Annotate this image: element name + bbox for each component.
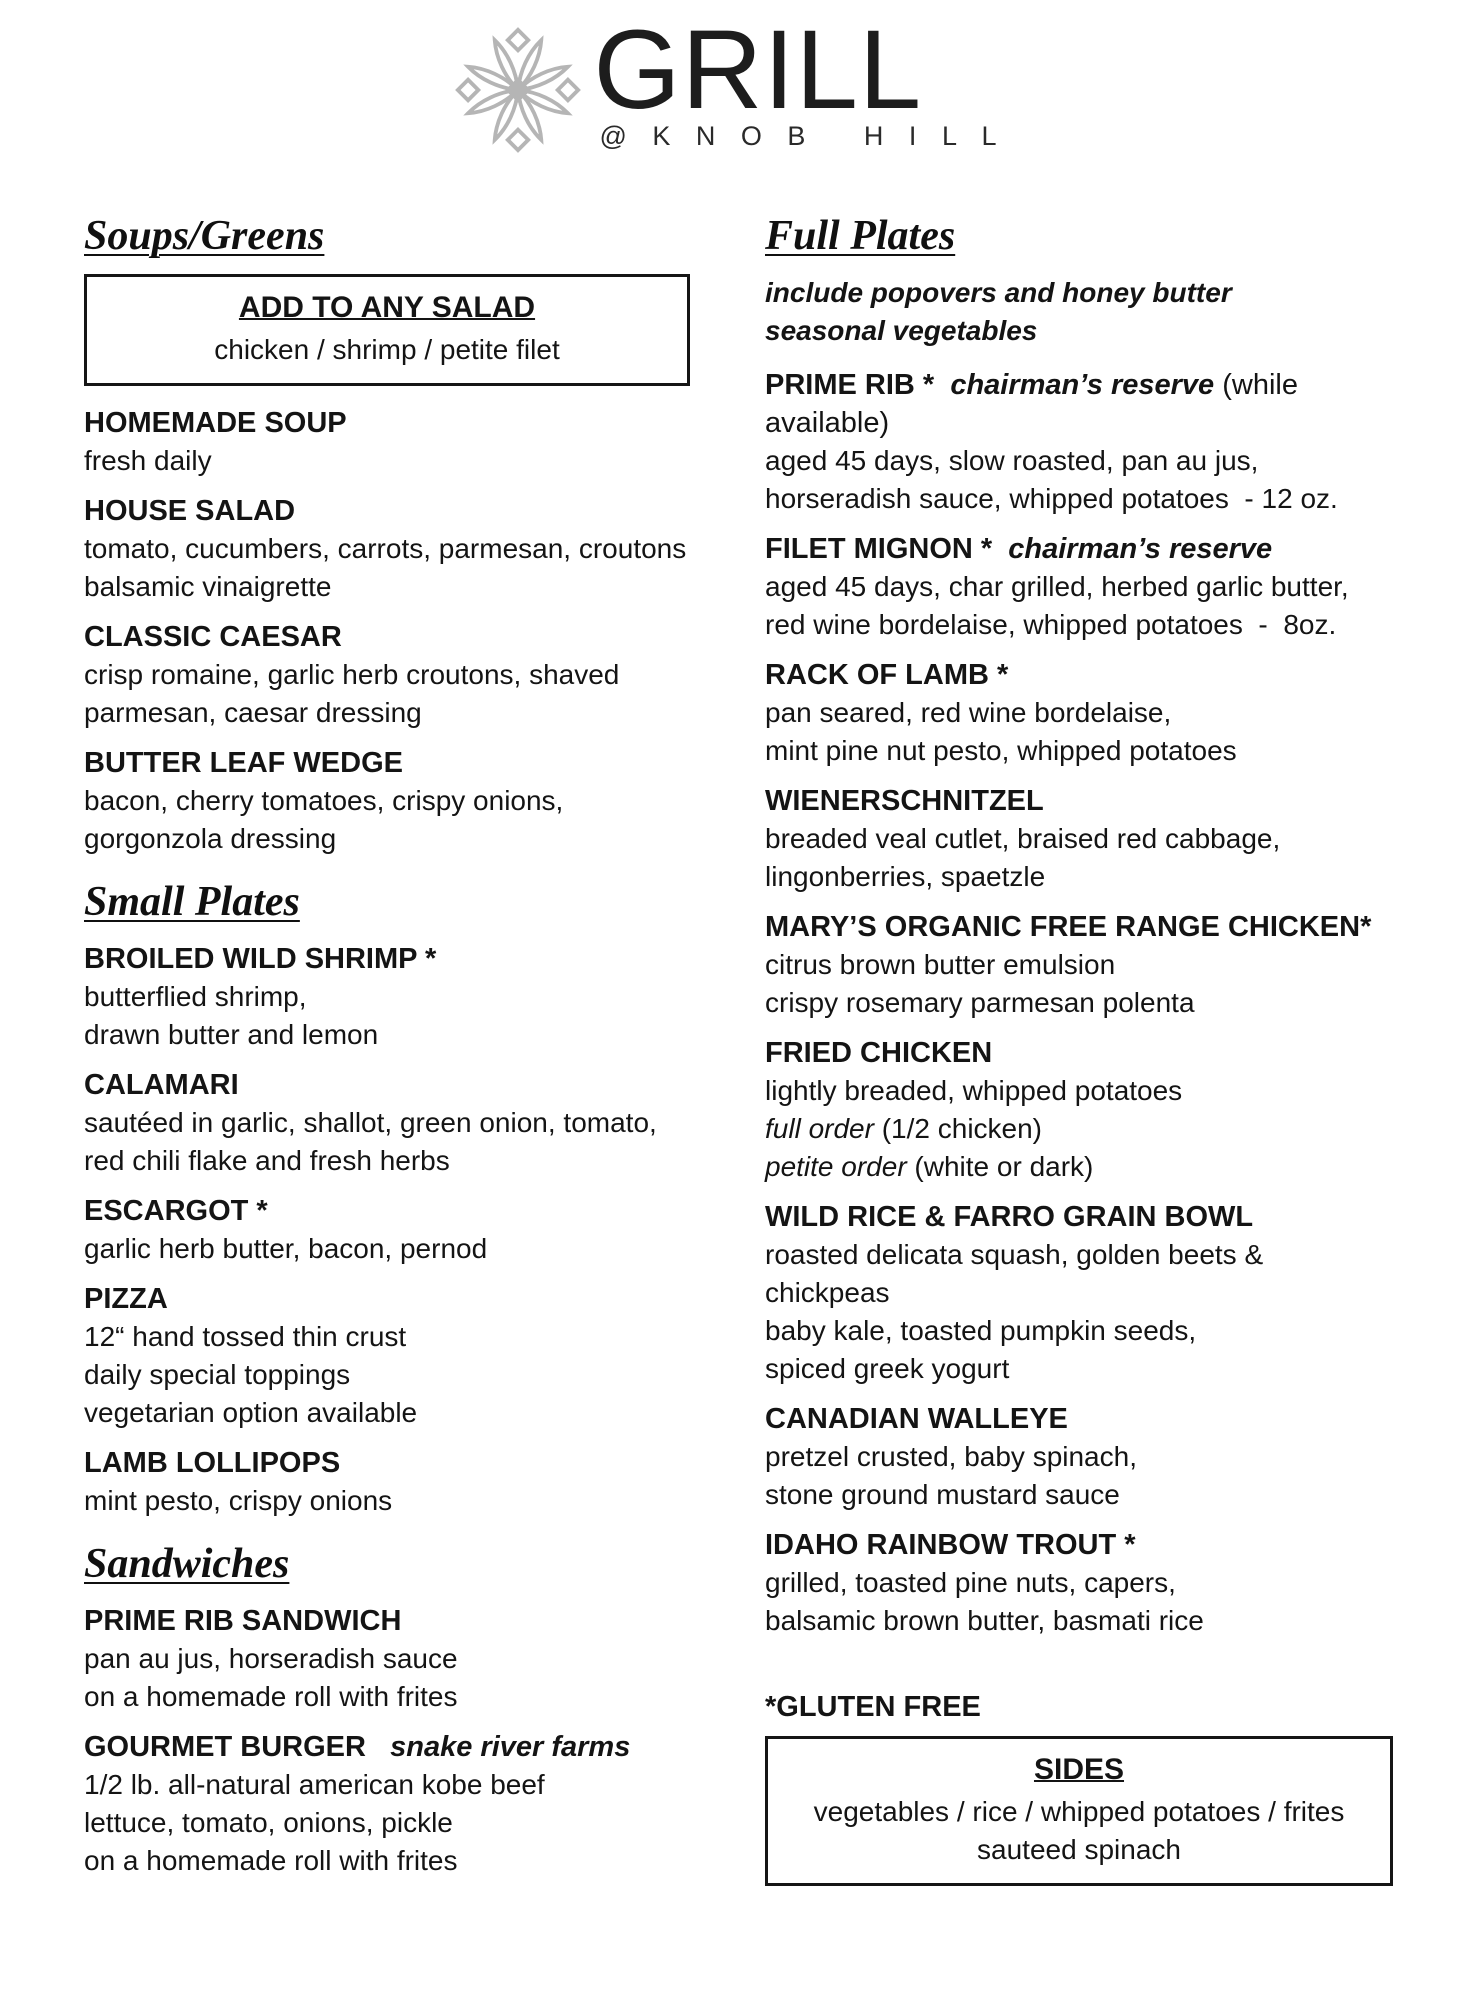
text-run: grilled, toasted pine nuts, capers,: [765, 1567, 1176, 1598]
text-run: PRIME RIB *: [765, 369, 951, 401]
section-heading-text: Sandwiches: [84, 1541, 290, 1587]
section-heading: [84, 878, 690, 926]
menu-item: [765, 366, 1393, 518]
item-title: [765, 1400, 1393, 1438]
item-description-line: [84, 1482, 690, 1520]
text-run: HOUSE SALAD: [84, 495, 296, 527]
item-title: [765, 366, 1393, 442]
menu-item: [765, 530, 1393, 644]
text-run: GOURMET BURGER: [84, 1731, 391, 1763]
text-run: lettuce, tomato, onions, pickle: [84, 1807, 453, 1838]
item-description-line: [84, 1230, 690, 1268]
item-title: [765, 908, 1393, 946]
text-run: vegetarian option available: [84, 1397, 418, 1428]
item-description-line: [765, 568, 1393, 606]
item-title: [84, 1602, 690, 1640]
menu-item: [84, 1728, 690, 1880]
item-title: [84, 404, 690, 442]
text-run: *GLUTEN FREE: [765, 1691, 981, 1723]
text-run: horseradish sauce, whipped potatoes - 12 oz.: [765, 483, 1338, 514]
menu-item: [84, 618, 690, 732]
item-title: [84, 744, 690, 782]
text-run: on a homemade roll with frites: [84, 1681, 458, 1712]
text-run: balsamic brown butter, basmati rice: [765, 1605, 1204, 1636]
item-description-line: [84, 1678, 690, 1716]
item-description-line: [765, 274, 1393, 312]
text-run: 12“ hand tossed thin crust: [84, 1321, 407, 1352]
box-line: chicken / shrimp / petite filet: [214, 334, 560, 365]
item-description-line: [84, 442, 690, 480]
text-run: pan seared, red wine bordelaise,: [765, 697, 1172, 728]
item-description-line: [765, 732, 1393, 770]
item-title: [765, 782, 1393, 820]
item-title: [84, 1444, 690, 1482]
menu-item: [84, 1280, 690, 1432]
box-title: ADD TO ANY SALAD: [238, 291, 536, 324]
item-description-line: [84, 1104, 690, 1142]
text-run: aged 45 days, slow roasted, pan au jus,: [765, 445, 1259, 476]
text-run: pan au jus, horseradish sauce: [84, 1643, 458, 1674]
item-description-line: [84, 1394, 690, 1432]
item-title: [84, 1066, 690, 1104]
text-run: lightly breaded, whipped potatoes: [765, 1075, 1183, 1106]
logo-text: [593, 7, 1006, 152]
logo-subtitle: @ K N O B H I L L: [599, 121, 1006, 151]
menu-item: [765, 782, 1393, 896]
text-run: chairman’s reserve: [1008, 533, 1273, 565]
text-run: mint pesto, crispy onions: [84, 1485, 393, 1516]
item-title: [84, 1728, 690, 1766]
text-run: petite order: [765, 1151, 907, 1182]
text-run: FRIED CHICKEN: [765, 1037, 993, 1069]
text-run: LAMB LOLLIPOPS: [84, 1447, 341, 1479]
text-run: ESCARGOT *: [84, 1195, 268, 1227]
menu-item: [765, 1526, 1393, 1640]
item-description-line: [765, 820, 1393, 858]
item-description-line: [765, 694, 1393, 732]
text-run: CLASSIC CAESAR: [84, 621, 342, 653]
text-run: PRIME RIB SANDWICH: [84, 1605, 402, 1637]
text-run: 1/2 lb. all-natural american kobe beef: [84, 1769, 545, 1800]
item-title: [84, 1192, 690, 1230]
item-title: [84, 1280, 690, 1318]
text-run: seasonal vegetables: [765, 315, 1038, 346]
text-run: daily special toppings: [84, 1359, 351, 1390]
text-run: bacon, cherry tomatoes, crispy onions,: [84, 785, 564, 816]
text-run: snake river farms: [390, 1731, 631, 1763]
section-heading-text: Full Plates: [765, 213, 956, 259]
menu-item: [84, 1602, 690, 1716]
text-run: balsamic vinaigrette: [84, 571, 332, 602]
logo-title: GRILL: [593, 7, 923, 132]
item-description-line: [765, 1072, 1393, 1110]
item-description-line: [765, 946, 1393, 984]
item-description-line: [84, 1318, 690, 1356]
add-to-any-salad-box: [84, 274, 690, 386]
text-run: roasted delicata squash, golden beets & chickpeas: [765, 1239, 1271, 1308]
item-title: [765, 530, 1393, 568]
item-description-line: [765, 1438, 1393, 1476]
item-title: [765, 1034, 1393, 1072]
item-description-line: [84, 1640, 690, 1678]
right-column: [765, 212, 1393, 1904]
item-description-line: [765, 606, 1393, 644]
text-run: aged 45 days, char grilled, herbed garlic butter,: [765, 571, 1349, 602]
menu-item: [84, 940, 690, 1054]
text-run: parmesan, caesar dressing: [84, 697, 422, 728]
text-run: WIENERSCHNITZEL: [765, 785, 1044, 817]
text-run: red wine bordelaise, whipped potatoes - 8oz.: [765, 609, 1337, 640]
text-run: sautéed in garlic, shallot, green onion, tomato,: [84, 1107, 657, 1138]
text-run: citrus brown butter emulsion: [765, 949, 1116, 980]
item-title: [84, 618, 690, 656]
item-description-line: [84, 1142, 690, 1180]
item-title: [765, 656, 1393, 694]
item-description-line: [84, 1842, 690, 1880]
menu-item: [84, 1192, 690, 1268]
text-run: baby kale, toasted pumpkin seeds,: [765, 1315, 1197, 1346]
item-description-line: [84, 568, 690, 606]
text-run: drawn butter and lemon: [84, 1019, 379, 1050]
item-description-line: [765, 1148, 1393, 1186]
item-description-line: [84, 694, 690, 732]
text-run: (white or dark): [906, 1151, 1094, 1182]
sides-box: [765, 1736, 1393, 1886]
item-title: [84, 940, 690, 978]
menu-item: [84, 404, 690, 480]
text-run: fresh daily: [84, 445, 212, 476]
text-run: gorgonzola dressing: [84, 823, 337, 854]
item-description-line: [765, 312, 1393, 350]
text-run: stone ground mustard sauce: [765, 1479, 1120, 1510]
logo-flower-icon: [454, 26, 582, 154]
text-run: butterflied shrimp,: [84, 981, 307, 1012]
item-description-line: [765, 1350, 1393, 1388]
item-title: [84, 492, 690, 530]
box-line: sauteed spinach: [977, 1834, 1181, 1865]
text-run: tomato, cucumbers, carrots, parmesan, croutons: [84, 533, 687, 564]
menu-item: [84, 744, 690, 858]
item-description-line: [765, 480, 1393, 518]
text-run: BUTTER LEAF WEDGE: [84, 747, 403, 779]
item-description-line: [84, 530, 690, 568]
text-run: crispy rosemary parmesan polenta: [765, 987, 1195, 1018]
item-title: [765, 1688, 1393, 1726]
section-heading: [84, 212, 690, 260]
menu-item: [84, 1066, 690, 1180]
menu-item: [84, 492, 690, 606]
item-description-line: [84, 820, 690, 858]
text-run: garlic herb butter, bacon, pernod: [84, 1233, 488, 1264]
section-heading: [84, 1540, 690, 1588]
menu-item: [765, 1400, 1393, 1514]
item-description-line: [84, 782, 690, 820]
text-run: WILD RICE & FARRO GRAIN BOWL: [765, 1201, 1254, 1233]
menu-item: [765, 908, 1393, 1022]
item-title: [765, 1526, 1393, 1564]
text-run: on a homemade roll with frites: [84, 1845, 458, 1876]
text-run: mint pine nut pesto, whipped potatoes: [765, 735, 1237, 766]
item-description-line: [765, 1564, 1393, 1602]
item-description-line: [84, 1356, 690, 1394]
text-run: CANADIAN WALLEYE: [765, 1403, 1068, 1435]
item-description-line: [765, 1110, 1393, 1148]
logo: [0, 7, 1459, 154]
menu-item: [765, 274, 1393, 350]
text-run: (while available): [765, 369, 1307, 439]
item-description-line: [765, 1476, 1393, 1514]
item-description-line: [84, 656, 690, 694]
text-run: CALAMARI: [84, 1069, 239, 1101]
section-heading-text: Soups/Greens: [84, 213, 325, 259]
text-run: RACK OF LAMB *: [765, 659, 1009, 691]
item-title: [765, 1198, 1393, 1236]
section-heading-text: Small Plates: [84, 879, 300, 925]
item-description-line: [84, 1766, 690, 1804]
menu-item: [765, 1034, 1393, 1186]
item-description-line: [84, 978, 690, 1016]
text-run: FILET MIGNON *: [765, 533, 1009, 565]
item-description-line: [84, 1016, 690, 1054]
item-description-line: [765, 984, 1393, 1022]
text-run: crisp romaine, garlic herb croutons, shaved: [84, 659, 620, 690]
text-run: chairman’s reserve: [950, 369, 1215, 401]
box-line: vegetables / rice / whipped potatoes / frites: [813, 1796, 1345, 1827]
section-heading: [765, 212, 1393, 260]
text-run: spiced greek yogurt: [765, 1353, 1010, 1384]
text-run: BROILED WILD SHRIMP *: [84, 943, 437, 975]
text-run: (1/2 chicken): [873, 1113, 1043, 1144]
text-run: PIZZA: [84, 1283, 168, 1315]
text-run: breaded veal cutlet, braised red cabbage,: [765, 823, 1281, 854]
menu-item: [765, 656, 1393, 770]
left-column: [84, 212, 690, 1892]
menu-item: [765, 1688, 1393, 1726]
item-description-line: [765, 442, 1393, 480]
menu-item: [84, 1444, 690, 1520]
item-description-line: [765, 1312, 1393, 1350]
text-run: IDAHO RAINBOW TROUT *: [765, 1529, 1136, 1561]
text-run: lingonberries, spaetzle: [765, 861, 1046, 892]
text-run: MARY’S ORGANIC FREE RANGE CHICKEN*: [765, 911, 1372, 943]
text-run: include popovers and honey butter: [765, 277, 1232, 308]
item-description-line: [765, 1602, 1393, 1640]
item-description-line: [765, 1236, 1393, 1312]
text-run: full order: [765, 1113, 874, 1144]
text-run: red chili flake and fresh herbs: [84, 1145, 450, 1176]
menu-item: [765, 1198, 1393, 1388]
text-run: pretzel crusted, baby spinach,: [765, 1441, 1137, 1472]
text-run: HOMEMADE SOUP: [84, 407, 347, 439]
item-description-line: [84, 1804, 690, 1842]
item-description-line: [765, 858, 1393, 896]
box-title: SIDES: [1033, 1753, 1125, 1786]
